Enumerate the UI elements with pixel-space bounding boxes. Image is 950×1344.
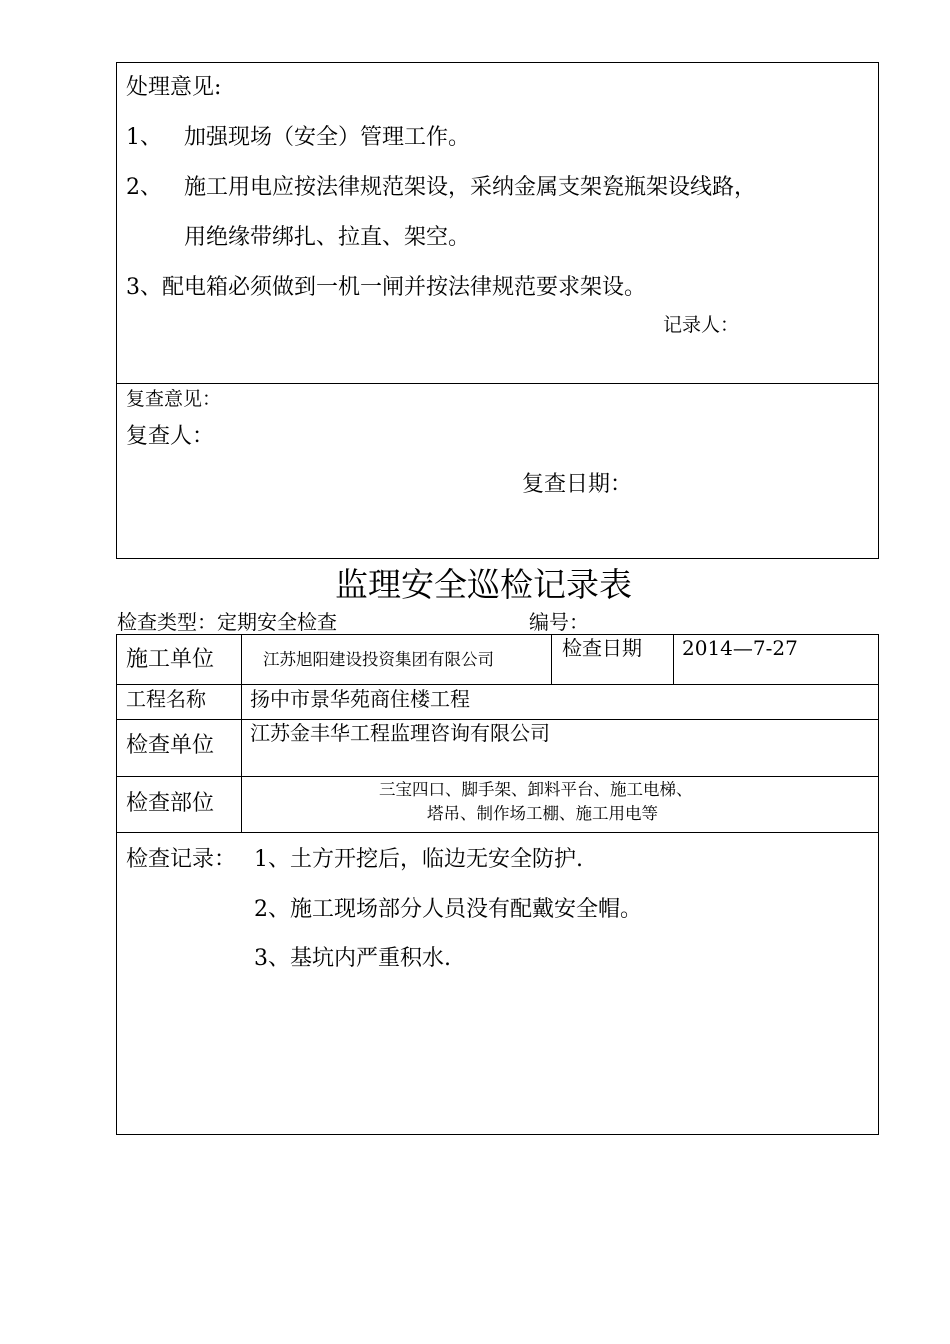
parts-value-line1: 三宝四口、脚手架、卸料平台、施工电梯、 bbox=[379, 780, 693, 799]
record-item: 2、施工现场部分人员没有配戴安全帽。 bbox=[254, 897, 642, 922]
form-title: 监理安全巡检记录表 bbox=[335, 565, 632, 604]
opinion-heading: 处理意见: bbox=[126, 75, 222, 100]
opinion-item1-text: 加强现场（安全）管理工作。 bbox=[184, 125, 471, 150]
row-divider bbox=[116, 684, 879, 685]
column-divider bbox=[551, 634, 552, 685]
parts-value-line2: 塔吊、制作场工棚、施工用电等 bbox=[427, 804, 658, 823]
opinion-item2-line1: 施工用电应按法律规范架设，采纳金属支架瓷瓶架设线路， bbox=[184, 175, 757, 200]
row-divider bbox=[116, 776, 879, 777]
project-label: 工程名称 bbox=[126, 687, 206, 711]
parts-label: 检查部位 bbox=[126, 791, 215, 816]
contractor-label: 施工单位 bbox=[126, 647, 215, 672]
column-divider bbox=[673, 634, 674, 685]
reviewer-label: 复查人： bbox=[126, 424, 215, 449]
record-label: 检查记录： bbox=[126, 847, 237, 872]
opinion-item1-number: 1、 bbox=[126, 125, 162, 150]
recorder-label: 记录人： bbox=[663, 314, 740, 336]
number-label: 编号： bbox=[529, 610, 589, 634]
record-item: 3、基坑内严重积水. bbox=[254, 946, 451, 971]
opinion-item3: 3、配电箱必须做到一机一闸并按法律规范要求架设。 bbox=[126, 275, 646, 300]
check-date-label: 检查日期 bbox=[562, 636, 642, 660]
inspection-table bbox=[116, 634, 879, 1135]
opinion-item2-number: 2、 bbox=[126, 175, 162, 200]
row-divider bbox=[116, 832, 879, 833]
contractor-value: 江苏旭阳建设投资集团有限公司 bbox=[263, 650, 494, 669]
project-value: 扬中市景华苑商住楼工程 bbox=[250, 687, 470, 711]
column-divider bbox=[241, 634, 242, 833]
inspection-type: 检查类型：定期安全检查 bbox=[117, 610, 337, 634]
inspector-label: 检查单位 bbox=[126, 733, 215, 758]
opinion-divider bbox=[116, 383, 879, 384]
review-heading: 复查意见： bbox=[126, 388, 222, 410]
inspector-value: 江苏金丰华工程监理咨询有限公司 bbox=[250, 721, 550, 745]
check-date-value: 2014—7-27 bbox=[682, 636, 798, 660]
review-date-label: 复查日期： bbox=[522, 472, 633, 497]
row-divider bbox=[116, 719, 879, 720]
opinion-item2-line2: 用绝缘带绑扎、拉直、架空。 bbox=[184, 225, 471, 250]
record-item: 1、土方开挖后，临边无安全防护. bbox=[254, 847, 583, 872]
